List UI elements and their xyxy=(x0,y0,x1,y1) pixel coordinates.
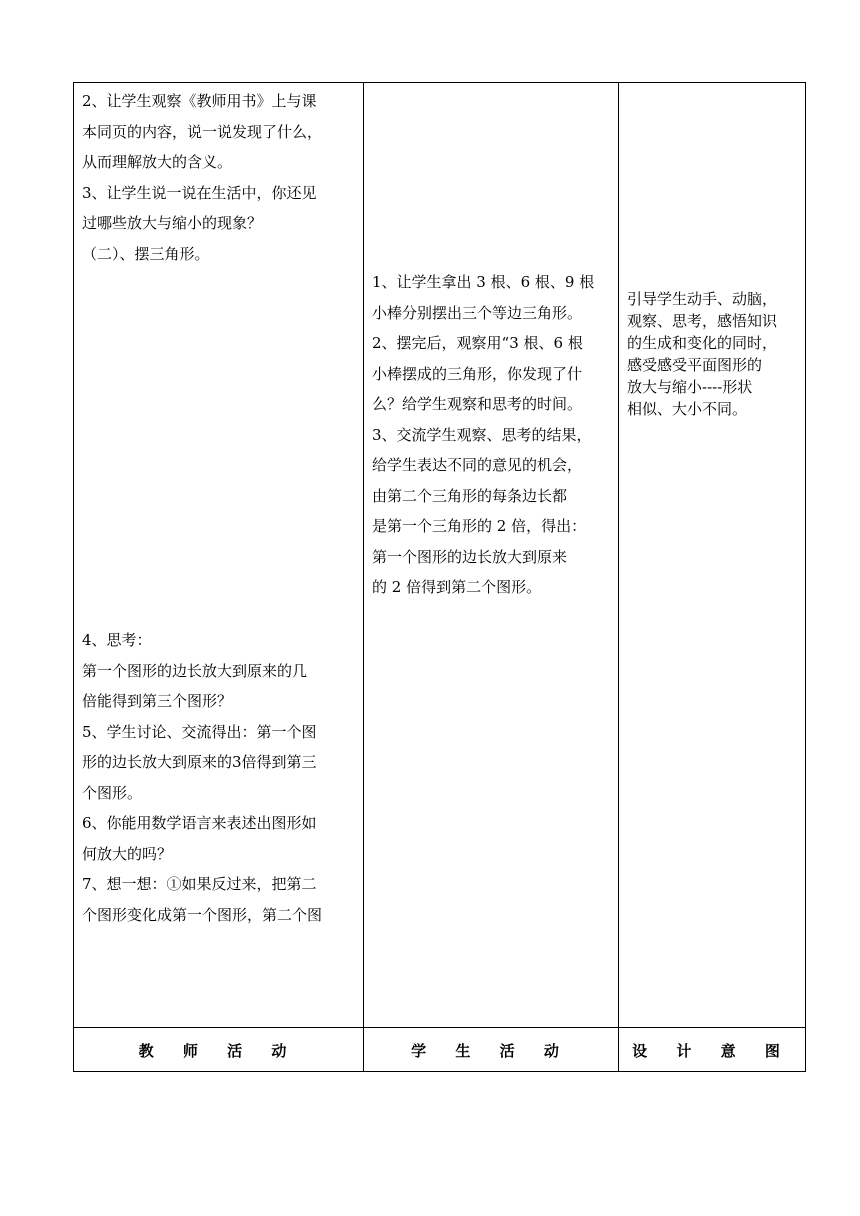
text-line: 么？给学生观察和思考的时间。 xyxy=(372,395,583,413)
text-line: 相似、大小不同。 xyxy=(627,400,748,418)
text-line: 的生成和变化的同时， xyxy=(627,334,778,352)
header-teacher-activity: 教 师 活 动 xyxy=(138,1041,299,1060)
text-line: 过哪些放大与缩小的现象？ xyxy=(82,214,263,232)
text-line: 6、你能用数学语言来表述出图形如 xyxy=(82,814,317,832)
text-line: 倍能得到第三个图形？ xyxy=(82,692,233,710)
design-intent-block xyxy=(627,288,802,420)
student-activity-block xyxy=(372,267,614,603)
text-line: 观察、思考，感悟知识 xyxy=(627,312,778,330)
teacher-activity-block-1 xyxy=(82,86,357,269)
text-line: 何放大的吗？ xyxy=(82,844,173,863)
text-line: 3、让学生说一说在生活中，你还见 xyxy=(82,183,317,202)
text-line: 小棒分别摆出三个等边三角形。 xyxy=(372,303,583,322)
text-line: 小棒摆成的三角形，你发现了什 xyxy=(372,364,583,383)
text-line: 2、让学生观察《教师用书》上与课 xyxy=(82,92,317,110)
text-line: 引导学生动手、动脑， xyxy=(627,290,778,308)
text-line: 3、交流学生观察、思考的结果， xyxy=(372,425,592,444)
text-line: （二）、摆三角形。 xyxy=(82,244,210,263)
text-line: 放大与缩小----形状 xyxy=(627,378,753,396)
text-line: 7、想一想：①如果反过来，把第二 xyxy=(82,875,317,893)
text-line: 感受感受平面图形的 xyxy=(627,356,763,374)
text-line: 是第一个三角形的 2 倍，得出： xyxy=(372,517,587,535)
column-divider xyxy=(363,83,364,1071)
header-student-activity: 学 生 活 动 xyxy=(411,1041,571,1060)
text-line: 1、让学生拿出 3 根、6 根、9 根 xyxy=(372,273,595,291)
teacher-activity-block-2 xyxy=(82,625,357,930)
text-line: 第一个图形的边长放大到原来的几 xyxy=(82,661,308,680)
column-divider xyxy=(618,83,619,1071)
text-line: 由第二个三角形的每条边长都 xyxy=(372,486,568,505)
text-line: 2、摆完后，观察用“3 根、6 根 xyxy=(372,334,583,352)
text-line: 个图形变化成第一个图形，第二个图 xyxy=(82,905,323,924)
lesson-plan-table xyxy=(73,82,806,1072)
text-line: 从而理解放大的含义。 xyxy=(82,153,233,171)
header-design-intent: 设 计 意 图 xyxy=(632,1041,792,1060)
text-line: 的 2 倍得到第二个图形。 xyxy=(372,578,542,596)
text-line: 给学生表达不同的意见的机会， xyxy=(372,456,583,474)
text-line: 形的边长放大到原来的3倍得到第三 xyxy=(82,753,317,771)
text-line: 5、学生讨论、交流得出：第一个图 xyxy=(82,722,317,741)
text-line: 本同页的内容，说一说发现了什么， xyxy=(82,122,323,141)
text-line: 个图形。 xyxy=(82,783,143,802)
text-line: 4、思考： xyxy=(82,631,152,649)
text-line: 第一个图形的边长放大到原来 xyxy=(372,547,568,566)
